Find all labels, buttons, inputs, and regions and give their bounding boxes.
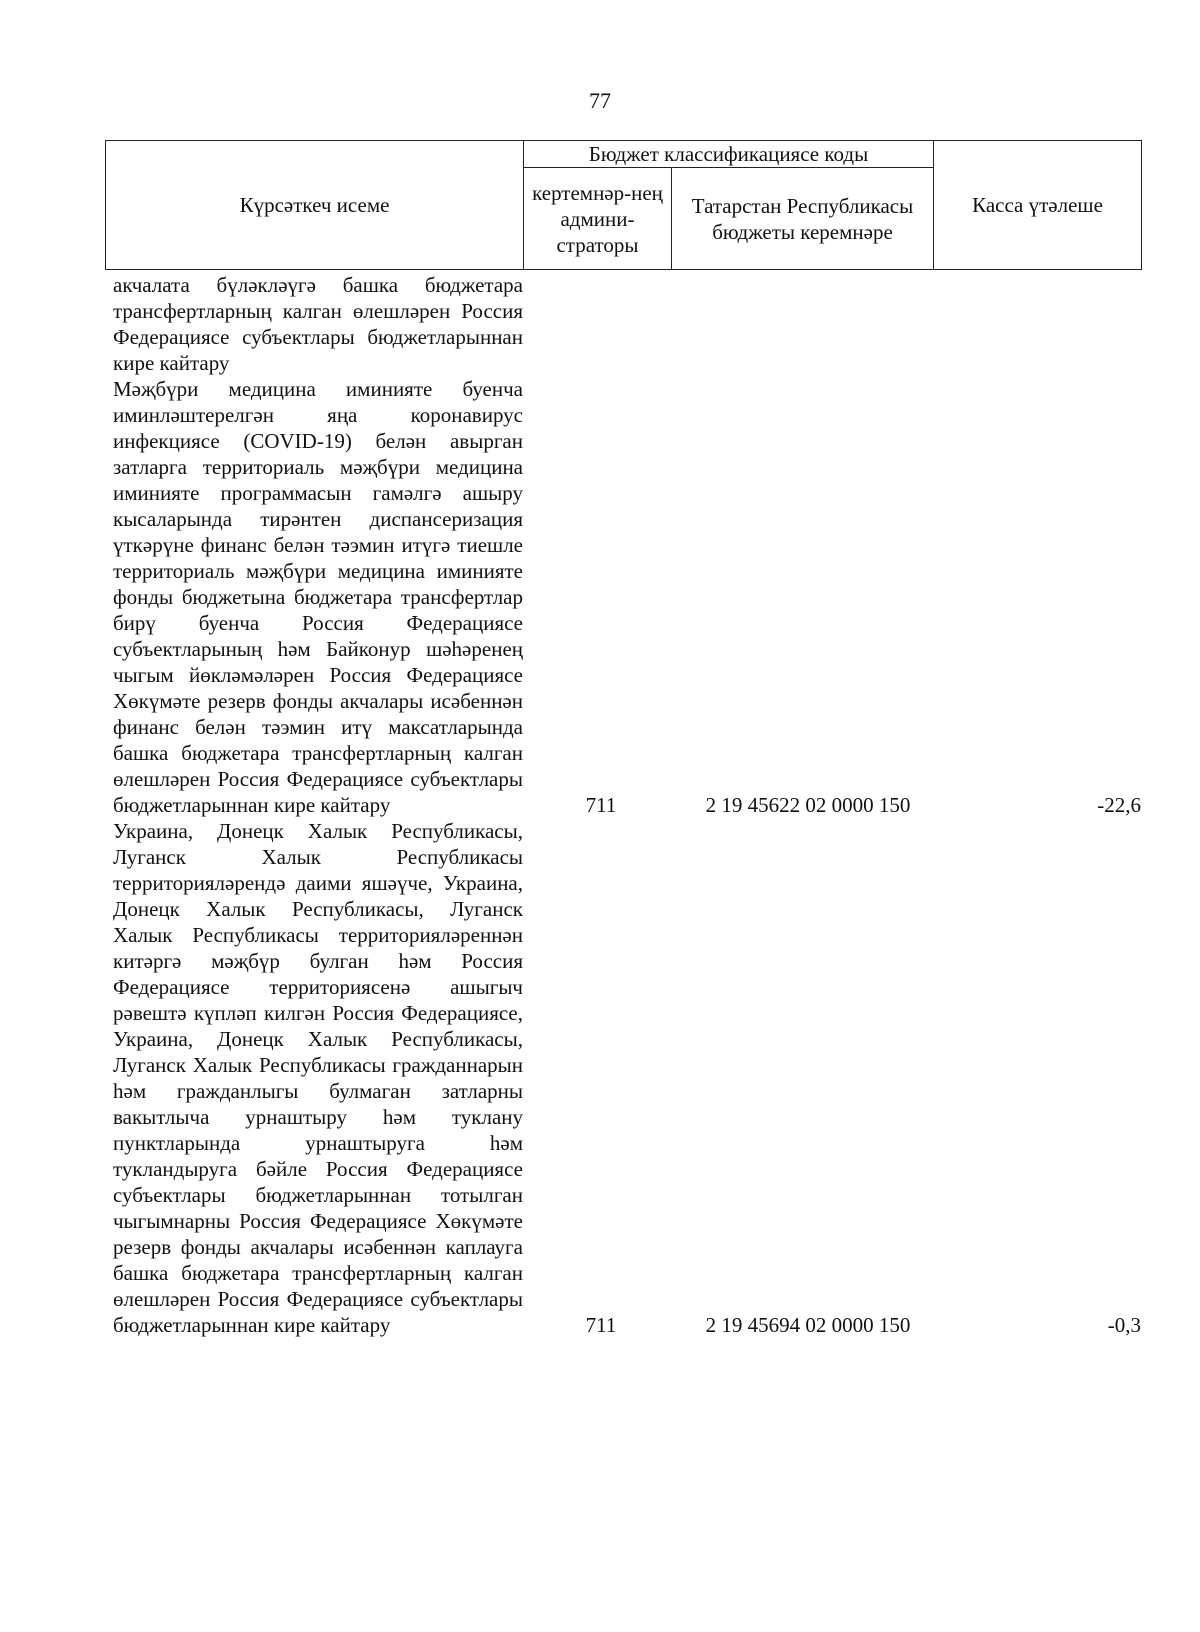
- indicator-name-header: Күрсәткеч исеме: [106, 141, 524, 270]
- row-indicator-name: Украина, Донецк Халык Республикасы, Луганск Халык Республикасы территорияләрендә даими яшәүче, Украина, Донецк Халык Республикасы, Луганск Халык Республикасы территорияләреннән китәргә мәҗбүр булган һәм Россия Федерациясе территориясенә ашыгыч рәвештә күпләп килгән Россия Федерациясе, Украина, Донецк Халык Республикасы, Луганск Халык Республикасы гражданнарын һәм гражданлыгы булмаган затларны вакытлыча урнаштыру һәм туклану пунктларында урнаштыруга һәм тукландыруга бәйле Россия Федерациясе субъектлары бюджетларыннан тотылган чыгымнарны Россия Федерациясе Хөкүмәте резерв фонды акчалары исәбеннән каплауга башка бюджетара трансфертларның калган өлешләрен Россия Федерациясе субъектлары бюджетларыннан кире кайтару: [113, 819, 523, 1337]
- admin-code-header: кертемнәр-нең админи-страторы: [524, 168, 672, 270]
- page-number: 77: [589, 88, 611, 113]
- table-row: [105, 376, 1149, 818]
- revenue-code-header: Татарстан Республикасы бюджеты керемнәре: [672, 168, 934, 270]
- row-admin-code: 711: [585, 1313, 617, 1337]
- row-revenue-code: 2 19 45694 02 0000 150: [705, 1313, 911, 1337]
- budget-code-group-header: Бюджет классификациясе коды: [524, 141, 934, 168]
- table-row: [105, 272, 1149, 376]
- row-cash-execution: -0,3: [1107, 1313, 1141, 1337]
- table-row: [105, 818, 1149, 1338]
- cash-execution-header: Касса үтәлеше: [934, 141, 1142, 270]
- row-revenue-code: [675, 350, 941, 376]
- row-admin-code: 711: [585, 793, 617, 817]
- budget-table-body: [105, 272, 1149, 1338]
- row-indicator-name: Мәҗбүри медицина иминияте буенча иминләштерелгән яңа коронавирус инфекциясе (COVID-19) белән авырган затларга территориаль мәҗбүри медицина иминияте программасын гамәлгә ашыру кысаларында тирәнтен диспансеризация үткәрүне финанс белән тәэмин итүгә тиешле территориаль мәҗбүри медицина иминияте фонды бюджетына бюджетара трансфертлар бирү буенча Россия Федерациясе субъектларының һәм Байконур шәһәренең чыгым йөкләмәләрен Россия Федерациясе Хөкүмәте резерв фонды акчалары исәбеннән финанс белән тәэмин итү максатларында башка бюджетара трансфертларның калган өлешләрен Россия Федерациясе субъектлары бюджетларыннан кире кайтару: [113, 377, 523, 817]
- row-admin-code: [527, 350, 675, 376]
- row-cash-execution: [941, 350, 1141, 376]
- budget-table-header: [105, 140, 1142, 270]
- row-indicator-name: акчалата бүләкләүгә башка бюджетара трансфертларның калган өлешләрен Россия Федерациясе субъектлары бюджетларыннан кире кайтару: [113, 273, 523, 375]
- row-cash-execution: -22,6: [1097, 793, 1141, 817]
- row-revenue-code: 2 19 45622 02 0000 150: [705, 793, 911, 817]
